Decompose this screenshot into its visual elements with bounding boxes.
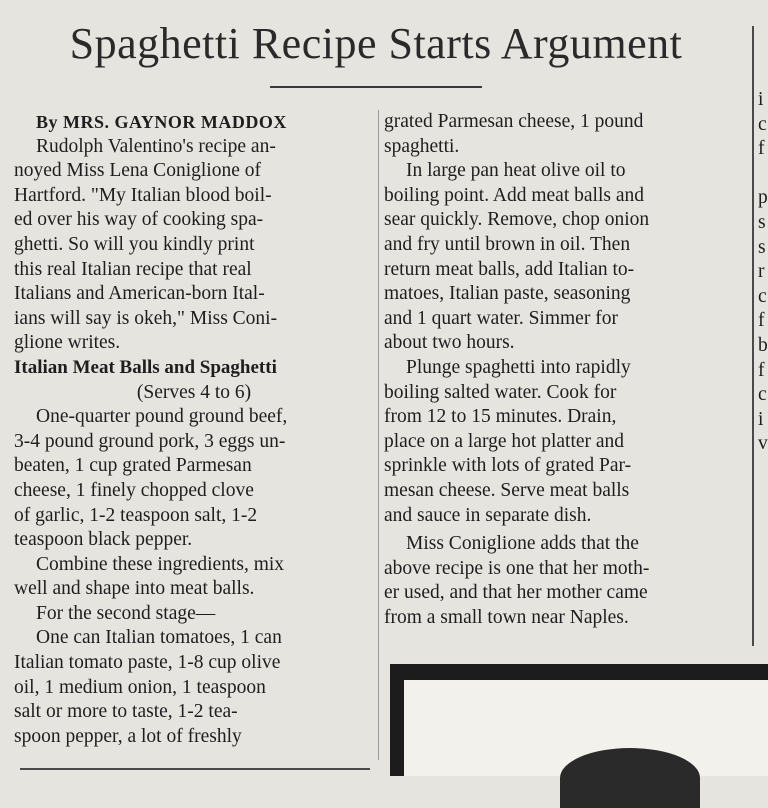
text-line: boiling point. Add meat balls and [384,184,644,206]
edge-letter: i [758,408,764,430]
paragraph-ingredients [14,405,374,553]
text-line: er used, and that her mother came [384,582,648,604]
headline: Spaghetti Recipe Starts Argument [69,19,683,68]
text-line: and 1 quart water. Simmer for [384,307,618,329]
adjacent-column-fragment [758,88,768,457]
text-line: In large pan heat olive oil to [406,160,626,182]
text-line: glione writes. [14,332,121,354]
text-line: spaghetti. [384,135,460,157]
byline: By MRS. GAYNOR MADDOX [36,112,287,132]
headline-rule [270,86,482,88]
recipe-serves: (Serves 4 to 6) [136,381,252,403]
text-line: about two hours. [384,332,515,354]
text-line: grated Parmesan cheese, 1 pound [384,111,644,132]
column-divider [378,110,379,760]
text-line: sprinkle with lots of grated Par- [384,455,632,477]
edge-letter: f [758,138,765,160]
text-line: sear quickly. Remove, chop onion [384,209,650,231]
article-column-2 [384,110,750,630]
edge-letter: c [758,384,767,406]
bottom-rule [20,768,370,770]
text-line: Miss Coniglione adds that the [406,533,639,555]
paragraph-closing [384,532,750,630]
edge-letter [758,162,768,187]
text-line: salt or more to taste, 1-2 tea- [14,701,238,723]
text-line: of garlic, 1-2 teaspoon salt, 1-2 [14,504,258,526]
recipe-subhead: Italian Meat Balls and Spaghetti [14,356,277,378]
text-line: this real Italian recipe that real [14,258,252,280]
edge-letter: b [758,334,768,356]
article-column-1 [14,110,374,749]
text-line: ed over his way of cooking spa- [14,209,264,231]
text-line: teaspoon black pepper. [14,529,193,551]
text-line: Italian tomato paste, 1-8 cup olive [14,652,281,674]
edge-letter: r [758,261,765,283]
text-line: spoon pepper, a lot of freshly [14,725,242,747]
edge-letter: p [758,187,768,209]
text-line: from a small town near Naples. [384,606,629,628]
paragraph-cooking [384,159,750,356]
text-line: oil, 1 medium onion, 1 teaspoon [14,676,266,698]
paragraph-combine [14,553,374,602]
text-line: Hartford. "My Italian blood boil- [14,184,272,206]
text-line: noyed Miss Lena Coniglione of [14,160,261,182]
edge-letter: f [758,310,765,332]
edge-letter: s [758,236,766,258]
edge-letter: c [758,113,767,135]
paragraph-second-stage: For the second stage— [36,602,216,624]
text-line: One-quarter pound ground beef, [36,406,288,428]
text-line: 3-4 pound ground pork, 3 eggs un- [14,430,286,452]
text-line: matoes, Italian paste, seasoning [384,283,631,305]
text-line: place on a large hot platter and [384,430,625,452]
paragraph-second-ingredients [14,626,374,749]
paragraph-intro [14,135,374,356]
text-line: above recipe is one that her moth- [384,557,650,579]
photo-subject-silhouette [560,748,700,808]
text-line: return meat balls, add Italian to- [384,258,635,280]
text-line: well and shape into meat balls. [14,578,255,600]
text-line: ghetti. So will you kindly print [14,233,255,255]
text-line: Italians and American-born Ital- [14,283,265,305]
paragraph-serving [384,356,750,528]
text-line: One can Italian tomatoes, 1 can [36,627,282,649]
edge-letter: c [758,285,767,307]
edge-letter: v [758,433,768,455]
text-line: boiling salted water. Cook for [384,381,617,403]
text-line: cheese, 1 finely chopped clove [14,479,254,501]
text-line: Plunge spaghetti into rapidly [406,356,631,378]
paragraph-continued [384,110,750,159]
text-line: ians will say is okeh," Miss Coni- [14,307,278,329]
edge-letter: s [758,211,766,233]
edge-letter: i [758,89,764,110]
text-line: from 12 to 15 minutes. Drain, [384,406,617,428]
right-column-border [752,26,754,646]
text-line: and fry until brown in oil. Then [384,233,631,255]
text-line: beaten, 1 cup grated Parmesan [14,455,252,477]
edge-letter: f [758,359,765,381]
text-line: and sauce in separate dish. [384,504,592,526]
text-line: Rudolph Valentino's recipe an- [36,135,276,157]
text-line: Combine these ingredients, mix [36,553,285,575]
text-line: mesan cheese. Serve meat balls [384,479,630,501]
